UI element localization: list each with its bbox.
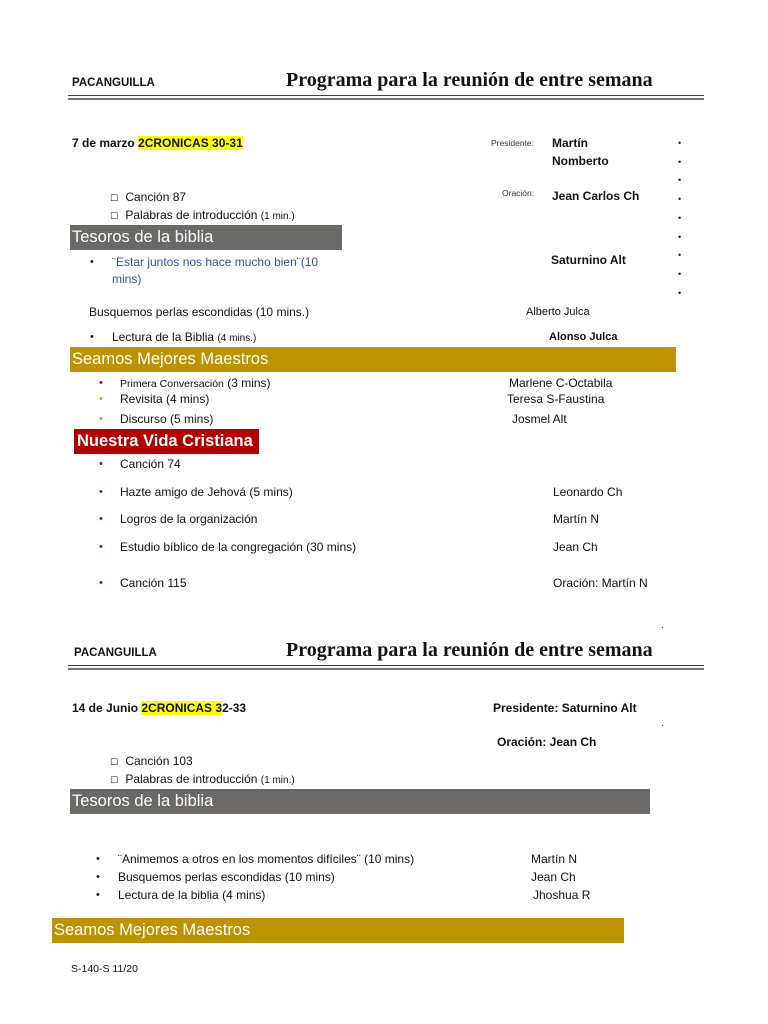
bullet-dot: • bbox=[678, 232, 682, 242]
page-title: Programa para la reunión de entre semana bbox=[286, 639, 653, 661]
bullet-dot: • bbox=[678, 269, 682, 279]
opening-words bbox=[110, 208, 295, 222]
bible-reading-assignee: Alonso Julca bbox=[549, 331, 618, 343]
president-name: Presidente: Saturnino Alt bbox=[493, 701, 637, 715]
president-label: Presidente: bbox=[491, 138, 534, 148]
living-item: Canción 115 bbox=[120, 576, 187, 590]
bullet-dot: • bbox=[678, 250, 682, 260]
section-header-label: Tesoros de la biblia bbox=[72, 792, 214, 810]
title-rule bbox=[68, 665, 704, 666]
bullet-dot: • bbox=[678, 157, 682, 167]
bible-reading: 2CRONICAS 30-31 bbox=[138, 136, 243, 150]
section-header-label: Tesoros de la biblia bbox=[72, 228, 214, 246]
treasures-item-assignee: Jean Ch bbox=[531, 870, 576, 884]
bullet-icon: • bbox=[90, 256, 94, 268]
teachers-item-assignee: Teresa S-Faustina bbox=[507, 392, 605, 406]
stray-dot: . bbox=[661, 620, 664, 631]
opening-song bbox=[110, 190, 186, 204]
bullet-icon: • bbox=[99, 393, 103, 405]
title-rule bbox=[68, 668, 704, 670]
bible-reading-label: Lectura de la Biblia bbox=[112, 330, 215, 344]
treasures-item-assignee: Jhoshua R bbox=[533, 888, 591, 902]
bible-reading-item bbox=[112, 330, 256, 344]
checkbox-icon: ☐ bbox=[110, 758, 119, 768]
section-header-treasures bbox=[70, 789, 650, 814]
form-code-footer: S-140-S 11/20 bbox=[71, 963, 138, 975]
week-date: 7 de marzo bbox=[72, 136, 135, 150]
prayer-label: Oración: bbox=[502, 188, 535, 198]
section-header-label: Seamos Mejores Maestros bbox=[72, 350, 269, 368]
week-date-reading bbox=[72, 136, 243, 150]
prayer-name: Oración: Jean Ch bbox=[497, 735, 597, 749]
congregation-name: PACANGUILLA bbox=[72, 77, 155, 89]
teachers-item: Discurso (5 mins) bbox=[120, 412, 214, 426]
teachers-item-assignee: Marlene C-Octabila bbox=[509, 376, 613, 390]
bullet-icon: • bbox=[90, 331, 94, 343]
living-item: Logros de la organización bbox=[120, 512, 258, 526]
bible-reading-rest: 2-33 bbox=[222, 701, 247, 715]
bible-reading-duration: (4 mins.) bbox=[217, 333, 257, 344]
title-rule bbox=[68, 98, 704, 100]
section-header-living bbox=[74, 429, 259, 454]
treasures-item: Lectura de la biblia (4 mins) bbox=[118, 888, 266, 902]
treasures-item-assignee: Martín N bbox=[531, 852, 578, 866]
bullet-icon: • bbox=[99, 377, 103, 389]
living-item-assignee: Jean Ch bbox=[553, 540, 598, 554]
teachers-item-duration: (3 mins) bbox=[227, 376, 271, 390]
opening-song-label: Canción 103 bbox=[125, 754, 193, 768]
teachers-item-assignee: Josmel Alt bbox=[512, 412, 567, 426]
treasures-item: ¨Animemos a otros en los momentos difíciles¨ (10 mins) bbox=[118, 852, 415, 866]
opening-words-duration: (1 min.) bbox=[260, 775, 295, 786]
bullet-dot: • bbox=[678, 138, 682, 148]
section-header-treasures bbox=[70, 225, 342, 250]
bullet-icon: • bbox=[99, 577, 103, 589]
checkbox-icon: ☐ bbox=[110, 776, 119, 786]
living-item-assignee: Oración: Martín N bbox=[553, 576, 648, 590]
opening-words-duration: (1 min.) bbox=[260, 211, 295, 222]
bullet-icon: • bbox=[99, 513, 103, 525]
week-date-reading bbox=[72, 701, 246, 715]
bullet-icon: • bbox=[96, 889, 100, 901]
bullet-icon: • bbox=[99, 413, 103, 425]
living-item: Hazte amigo de Jehová (5 mins) bbox=[120, 485, 293, 499]
bullet-dot: • bbox=[678, 213, 682, 223]
section-header-teachers bbox=[70, 347, 676, 372]
section-header-teachers bbox=[52, 918, 624, 943]
teachers-item-label: Primera Conversación bbox=[120, 378, 224, 390]
president-name-cont: Nomberto bbox=[552, 154, 609, 168]
section-header-label: Nuestra Vida Cristiana bbox=[77, 432, 253, 450]
week-date: 14 de Junio bbox=[72, 701, 139, 715]
congregation-name: PACANGUILLA bbox=[74, 647, 157, 659]
bullet-icon: • bbox=[99, 541, 103, 553]
treasures-item: Busquemos perlas escondidas (10 mins) bbox=[118, 870, 335, 884]
living-item: Canción 74 bbox=[120, 457, 181, 471]
bullet-dot: • bbox=[678, 194, 682, 204]
stray-dot: . bbox=[661, 718, 664, 729]
living-item-assignee: Leonardo Ch bbox=[553, 485, 623, 499]
opening-song-label: Canción 87 bbox=[125, 190, 187, 204]
treasures-talk-cont: mins) bbox=[112, 272, 142, 286]
bible-reading: 2CRONICAS 3 bbox=[141, 701, 223, 715]
bullet-icon: • bbox=[96, 853, 100, 865]
bullet-icon: • bbox=[99, 486, 103, 498]
teachers-item bbox=[120, 376, 271, 390]
bullet-icon: • bbox=[96, 871, 100, 883]
opening-song bbox=[110, 754, 193, 768]
bullet-dot: • bbox=[678, 175, 682, 185]
living-item: Estudio bíblico de la congregación (30 mins) bbox=[120, 540, 357, 554]
treasures-talk-assignee: Saturnino Alt bbox=[551, 253, 626, 267]
section-header-label: Seamos Mejores Maestros bbox=[54, 921, 251, 939]
opening-words-label: Palabras de introducción bbox=[125, 772, 258, 786]
president-name: Martín bbox=[552, 136, 588, 150]
spiritual-gems-assignee: Alberto Julca bbox=[526, 306, 590, 318]
living-item-assignee: Martín N bbox=[553, 512, 600, 526]
checkbox-icon: ☐ bbox=[110, 212, 119, 222]
teachers-item: Revisita (4 mins) bbox=[120, 392, 210, 406]
opening-words bbox=[110, 772, 295, 786]
prayer-name: Jean Carlos Ch bbox=[552, 189, 640, 203]
page-title: Programa para la reunión de entre semana bbox=[286, 69, 653, 91]
bullet-dot: • bbox=[678, 288, 682, 298]
treasures-talk: ¨Estar juntos nos hace mucho bien¨(10 bbox=[112, 255, 319, 269]
title-rule bbox=[68, 95, 704, 96]
bullet-icon: • bbox=[99, 458, 103, 470]
opening-words-label: Palabras de introducción bbox=[125, 208, 258, 222]
spiritual-gems: Busquemos perlas escondidas (10 mins.) bbox=[89, 305, 310, 319]
checkbox-icon: ☐ bbox=[110, 194, 119, 204]
